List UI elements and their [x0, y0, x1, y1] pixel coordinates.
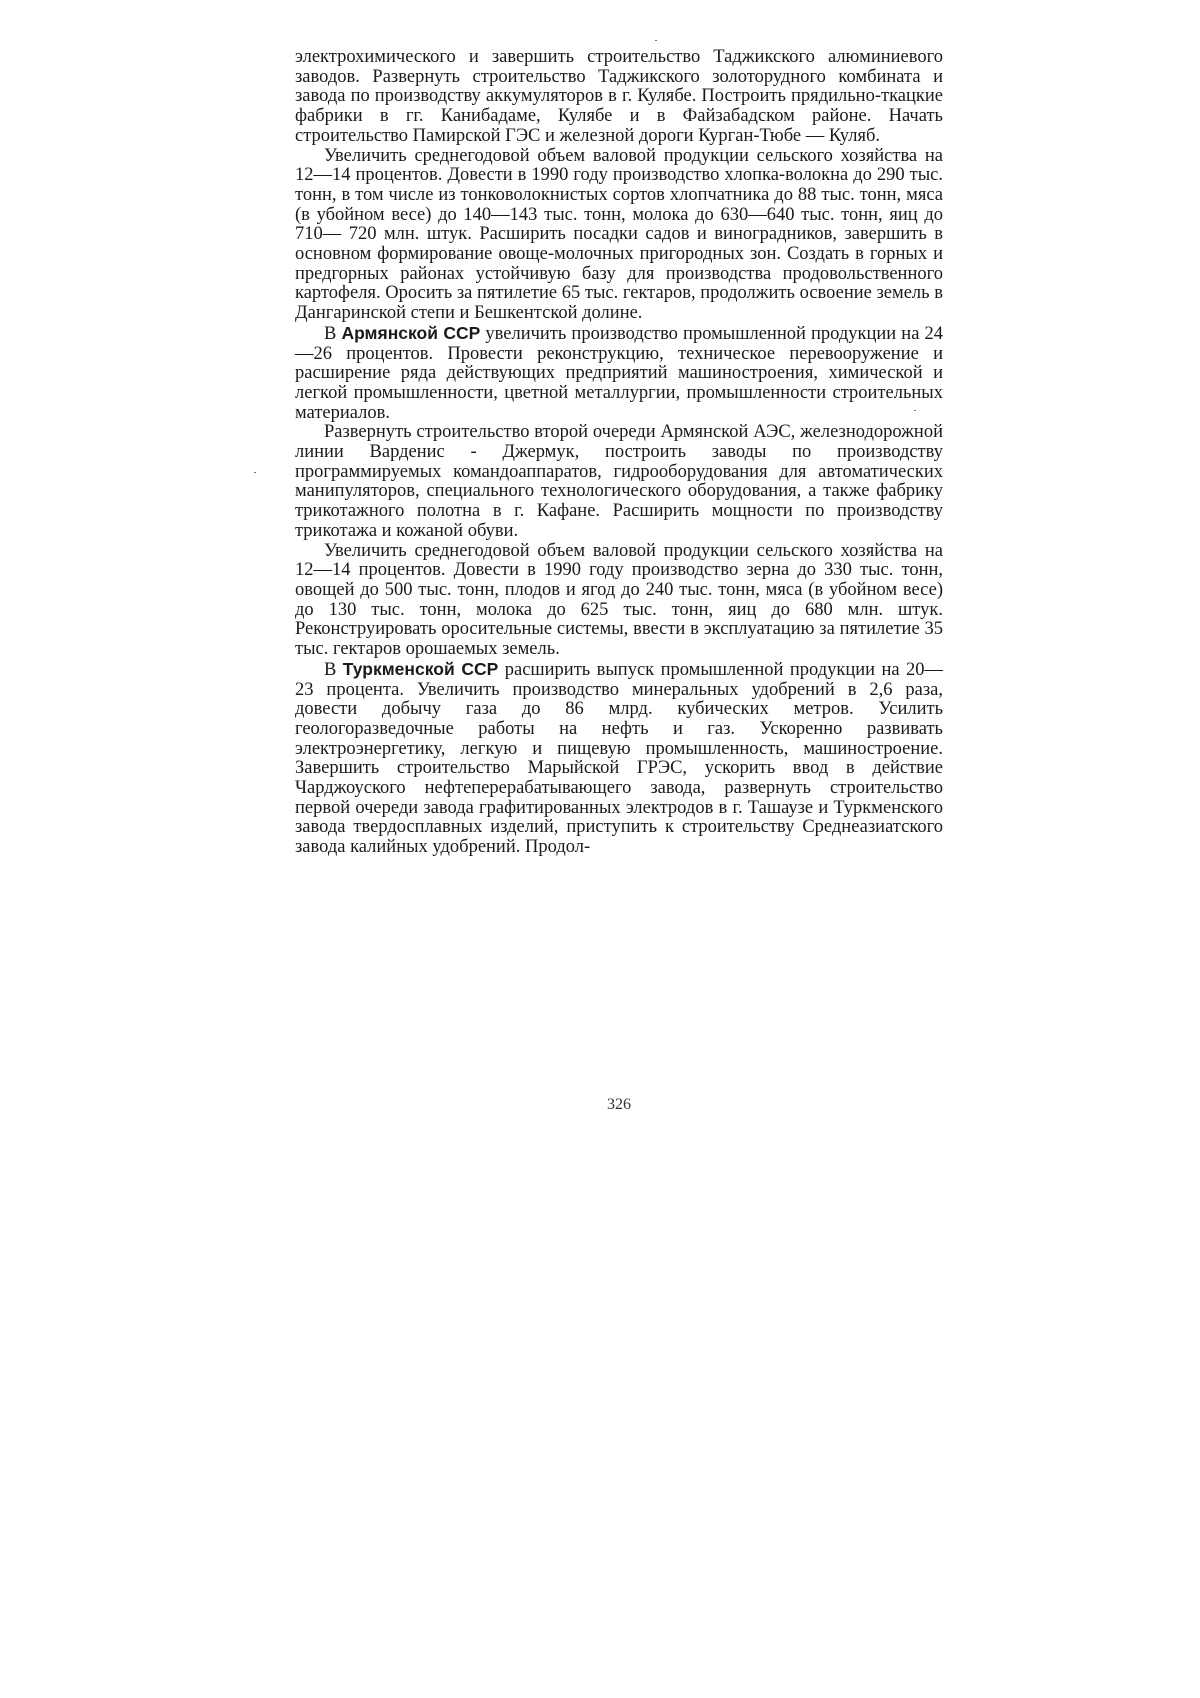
- text-run: Увеличить среднегодовой объем валовой продукции сельского хозяйства на 12—14 процентов. Довести в 1990 году производство зерна до 330 тыс. тонн, овощей до 500 тыс. тонн, плодов и ягод до 240 тыс. тонн, мяса (в убойном весе) до 130 тыс. тонн, молока до 625 тыс. тонн, яиц до 680 млн. штук. Реконструировать оросительные системы, ввести в эксплуатацию за пятилетие 35 тыс. гектаров орошаемых земель.: [295, 540, 943, 660]
- text-run: В: [324, 659, 343, 680]
- text-run: расширить выпуск промышленной продукции на 20—23 процента. Увеличить производство минеральных удобрений в 2,6 раза, довести добычу газа до 86 млрд. кубических метров. Усилить геологоразведочные работы на нефть и газ. Ускоренно развивать электроэнергетику, легкую и пищевую промышленность, машиностроение. Завершить строительство Марыйской ГРЭС, ускорить ввод в действие Чарджоуского нефтеперерабатывающего завода, развернуть строительство первой очереди завода графитированных электродов в г. Ташаузе и Туркменского завода твердосплавных изделий, приступить к строительству Среднеазиатского завода калийных удобрений. Продол-: [295, 659, 943, 858]
- republic-name: Туркменской ССР: [342, 658, 499, 679]
- text-run: Увеличить среднегодовой объем валовой продукции сельского хозяйства на 12—14 процентов. Довести в 1990 году производство хлопка-волокна до 290 тыс. тонн, в том числе из тонковолокнистых сортов хлопчатника до 88 тыс. тонн, мяса (в убойном весе) до 140—143 тыс. тонн, молока до 630—640 тыс. тонн, яиц до 710— 720 млн. штук. Расширить посадки садов и виноградников, завершить в основном формирование овоще-молочных пригородных зон. Создать в горных и предгорных районах устойчивую базу для производства продовольственного картофеля. Оросить за пятилетие 65 тыс. гектаров, продолжить освоение земель в Дангаринской степи и Бешкентской долине.: [295, 145, 943, 324]
- text-run: увеличить производство промышленной продукции на 24—26 процентов. Провести реконструкцию, техническое перевооружение и расширение ряда действующих предприятий машиностроения, химической и легкой промышленности, цветной металлургии, промышленности строительных материалов.: [295, 323, 944, 423]
- text-run: электрохимического и завершить строительство Таджикского алюминиевого заводов. Развернуть строительство Таджикского золоторудного комбината и завода по производству аккумуляторов в г. Кулябе. Построить прядильно-ткацкие фабрики в гг. Канибадаме, Кулябе и в Файзабадском районе. Начать строительство Памирской ГЭС и железной дороги Курган-Тюбе — Куляб.: [295, 47, 943, 146]
- text-run: В: [324, 323, 342, 344]
- page-number: 326: [607, 1096, 631, 1113]
- body-text: [295, 48, 943, 858]
- paragraph-1: [295, 48, 943, 147]
- paragraph-5: [295, 542, 943, 660]
- scan-speck: [655, 40, 657, 41]
- scan-speck: [914, 410, 916, 411]
- paragraph-4: [295, 423, 943, 541]
- paragraph-3: [295, 324, 943, 424]
- paragraph-6: [295, 660, 943, 858]
- text-run: Развернуть строительство второй очереди Армянской АЭС, железнодорожной линии Варденис - Джермук, построить заводы по производству программируемых командоаппаратов, гидрооборудования для автоматических манипуляторов, специального технологического оборудования, а также фабрику трикотажного полотна в г. Кафане. Расширить мощности по производству трикотажа и кожаной обуви.: [295, 422, 943, 541]
- republic-name: Армянской ССР: [341, 322, 481, 343]
- paragraph-2: [295, 147, 943, 324]
- scan-speck: [254, 472, 256, 473]
